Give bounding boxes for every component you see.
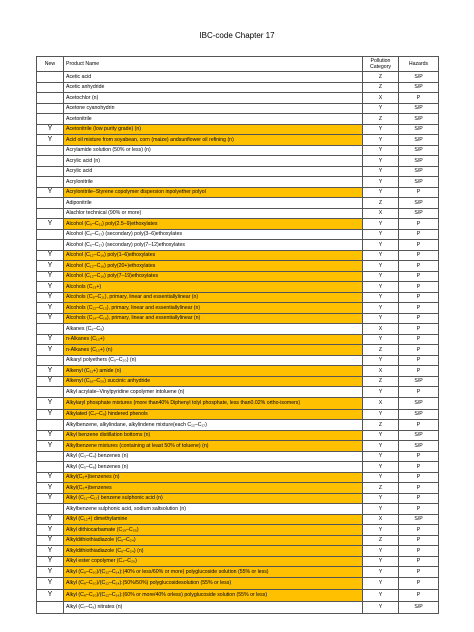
table-row [37,187,439,198]
pollution-category: Y [363,187,399,198]
table-row [37,229,439,240]
hazards: S/P [399,145,439,156]
product-name: Acetochlor (n) [64,93,363,104]
pollution-category: Y [363,462,399,473]
new-flag [37,355,64,366]
pollution-category: Z [363,535,399,546]
table-row [37,514,439,525]
hazards: S/P [399,135,439,146]
table-row [37,387,439,398]
pollution-category: Y [363,261,399,272]
product-name: Alcohol (C₁₂–C₁₆) poly(20+)ethoxylates [64,261,363,272]
new-flag: Y [37,589,64,601]
new-flag: Y [37,345,64,356]
new-flag: Y [37,187,64,198]
new-flag: Y [37,472,64,483]
hazards: S/P [399,198,439,209]
table-row [37,441,439,452]
table-body [37,72,439,614]
hazards: P [399,261,439,272]
header-hazards: Hazards [399,57,439,72]
pollution-category: Y [363,504,399,515]
table-row [37,366,439,377]
table-row [37,493,439,504]
hazards: S/P [399,124,439,135]
pollution-category: Y [363,282,399,293]
pollution-category: Y [363,250,399,261]
table-row [37,397,439,409]
pollution-category: Y [363,229,399,240]
product-name: Alkylbenzene sulphonic acid, sodium saltsolution (n) [64,504,363,515]
table-row [37,567,439,578]
table-row [37,525,439,536]
hazards: P [399,535,439,546]
chemical-table [36,56,439,614]
product-name: Acetic acid [64,72,363,83]
new-flag: Y [37,261,64,272]
pollution-category: Y [363,219,399,230]
table-row [37,271,439,282]
hazards: P [399,472,439,483]
table-row [37,324,439,335]
hazards: P [399,240,439,251]
product-name: Acetonitrile (low purity grade) (n) [64,124,363,135]
pollution-category: Y [363,441,399,452]
pollution-category: Y [363,292,399,303]
product-name: Alkyl(C₉+)benzenes (n) [64,472,363,483]
new-flag: Y [37,219,64,230]
hazards: P [399,589,439,601]
new-flag: Y [37,313,64,324]
pollution-category: Y [363,145,399,156]
product-name: Acrylamide solution (50% or less) (n) [64,145,363,156]
table-row [37,472,439,483]
product-name: n-Alkanes (C₁₀+) (n) [64,345,363,356]
product-name: Acetonitrile [64,114,363,125]
product-name: Alkenyl (C₁₆–C₂₀) succinic anhydride [64,376,363,387]
header-product-name: Product Name [64,57,363,72]
hazards: S/P [399,601,439,613]
product-name: Alkylaryl phosphate mixtures (more than40% Diphenyl tolyl phosphate, less than0.02% ortho-isomers) [64,397,363,409]
new-flag: Y [37,556,64,567]
hazards: S/P [399,177,439,188]
hazards: P [399,313,439,324]
hazards: P [399,451,439,462]
hazards: P [399,219,439,230]
hazards: P [399,229,439,240]
new-flag [37,82,64,93]
hazards: S/P [399,103,439,114]
hazards: P [399,556,439,567]
table-row [37,124,439,135]
hazards: P [399,282,439,293]
hazards: P [399,334,439,345]
product-name: Alcohols (C₁₄–C₁₈), primary, linear and essentiallylinear (n) [64,313,363,324]
header-pollution-category: Pollution Category [363,57,399,72]
table-row [37,93,439,104]
hazards: S/P [399,397,439,409]
new-flag: Y [37,376,64,387]
pollution-category: X [363,514,399,525]
product-name: Acetic anhydride [64,82,363,93]
hazards: S/P [399,82,439,93]
new-flag [37,156,64,167]
product-name: Alkylbenzene mixtures (containing at least 50% of toluene) (n) [64,441,363,452]
hazards: S/P [399,208,439,219]
table-row [37,261,439,272]
pollution-category: Y [363,546,399,557]
hazards: P [399,250,439,261]
pollution-category: Y [363,556,399,567]
hazards: P [399,93,439,104]
new-flag [37,601,64,613]
product-name: Acrylic acid [64,166,363,177]
table-row [37,156,439,167]
hazards: P [399,493,439,504]
table-row [37,282,439,293]
table-row [37,451,439,462]
header-new: New [37,57,64,72]
table-row [37,483,439,494]
new-flag [37,324,64,335]
product-name: Alachlor technical (90% or more) [64,208,363,219]
pollution-category: Y [363,303,399,314]
new-flag [37,420,64,431]
new-flag: Y [37,483,64,494]
table-row [37,504,439,515]
hazards: P [399,366,439,377]
new-flag [37,462,64,473]
table-row [37,546,439,557]
hazards: P [399,271,439,282]
table-row [37,420,439,431]
table-row [37,355,439,366]
product-name: Alkyl (C₈–C₁₀)/(C₁₂–C₁₄):(50%/50%) polyglucosidesolution (55% or less) [64,577,363,589]
new-flag: Y [37,430,64,441]
table-row [37,345,439,356]
table-row [37,376,439,387]
product-name: Acrylonitrile–Styrene copolymer dispersion inpolyether polyol [64,187,363,198]
product-name: Acrylonitrile [64,177,363,188]
table-row [37,208,439,219]
pollution-category: Y [363,135,399,146]
hazards: P [399,355,439,366]
table-row [37,103,439,114]
product-name: Alkaryl polyethers (C₉–C₂₀) (n) [64,355,363,366]
pollution-category: Y [363,355,399,366]
new-flag [37,166,64,177]
table-row [37,577,439,589]
table-row [37,240,439,251]
table-row [37,135,439,146]
product-name: Acetone cyanohydrin [64,103,363,114]
hazards: P [399,387,439,398]
hazards: P [399,525,439,536]
new-flag [37,504,64,515]
pollution-category: Y [363,124,399,135]
new-flag: Y [37,567,64,578]
pollution-category: Y [363,313,399,324]
new-flag: Y [37,135,64,146]
hazards: S/P [399,166,439,177]
table-row [37,556,439,567]
table-row [37,198,439,209]
pollution-category: Y [363,430,399,441]
pollution-category: Y [363,271,399,282]
pollution-category: Z [363,82,399,93]
hazards: P [399,345,439,356]
new-flag [37,451,64,462]
hazards: S/P [399,430,439,441]
pollution-category: Y [363,409,399,420]
new-flag: Y [37,493,64,504]
pollution-category: Z [363,376,399,387]
product-name: Alcohol (C₆–C₁₇) (secondary) poly(7–12)ethoxylates [64,240,363,251]
new-flag [37,72,64,83]
table-row [37,601,439,613]
pollution-category: Y [363,589,399,601]
product-name: Alkenyl (C₁₁+) amide (n) [64,366,363,377]
hazards: P [399,567,439,578]
hazards: P [399,420,439,431]
new-flag [37,177,64,188]
product-name: n-Alkanes (C₁₀+) [64,334,363,345]
new-flag [37,387,64,398]
table-row [37,409,439,420]
product-name: Alcohol (C₁₂–C₁₆) poly(7–19)ethoxylates [64,271,363,282]
new-flag: Y [37,514,64,525]
new-flag: Y [37,282,64,293]
hazards: P [399,187,439,198]
table-row [37,82,439,93]
pollution-category: Y [363,525,399,536]
hazards: P [399,303,439,314]
product-name: Alkyl (C₇–C₉) nitrates (n) [64,601,363,613]
hazards: S/P [399,114,439,125]
hazards: P [399,292,439,303]
table-row [37,462,439,473]
pollution-category: Y [363,493,399,504]
hazards: S/P [399,441,439,452]
new-flag: Y [37,441,64,452]
product-name: Alcohol (C₁₂–C₁₆) poly(1–6)ethoxylates [64,250,363,261]
new-flag: Y [37,525,64,536]
hazards: S/P [399,156,439,167]
pollution-category: Y [363,334,399,345]
pollution-category: Y [363,103,399,114]
product-name: Acid oil mixture from soyabean, corn (maize) andsunflower oil refining (n) [64,135,363,146]
page-title: IBC-code Chapter 17 [199,31,275,40]
table-row [37,589,439,601]
pollution-category: Z [363,420,399,431]
product-name: Alkyldithiothiadiazole (C₆–C₂₄) [64,535,363,546]
hazards: S/P [399,72,439,83]
new-flag: Y [37,409,64,420]
product-name: Alkyldithiothiadiazole (C₆–C₂₄) (n) [64,546,363,557]
table-row [37,292,439,303]
pollution-category: Y [363,156,399,167]
new-flag: Y [37,292,64,303]
pollution-category: Y [363,166,399,177]
product-name: Alkyl ester copolymer (C₄–C₂₀) [64,556,363,567]
new-flag: Y [37,366,64,377]
new-flag [37,145,64,156]
table-row [37,334,439,345]
new-flag [37,103,64,114]
table-row [37,250,439,261]
hazards: P [399,577,439,589]
new-flag [37,229,64,240]
pollution-category: X [363,93,399,104]
product-name: Adiponitrile [64,198,363,209]
hazards: S/P [399,514,439,525]
hazards: S/P [399,409,439,420]
product-name: Alkyl(C₉+)benzenes [64,483,363,494]
product-name: Alkanes (C₆–C₉) [64,324,363,335]
new-flag: Y [37,271,64,282]
pollution-category: X [363,208,399,219]
pollution-category: Y [363,451,399,462]
new-flag [37,240,64,251]
pollution-category: X [363,366,399,377]
product-name: Alkyl acrylate–Vinylpyridine copolymer intoluene (n) [64,387,363,398]
pollution-category: Y [363,472,399,483]
product-name: Alkylbenzene, alkylindane, alkylindene mixture(each C₁₂–C₁₇) [64,420,363,431]
new-flag: Y [37,397,64,409]
hazards: S/P [399,376,439,387]
product-name: Alkyl (C₈–C₁₀)/(C₁₂–C₁₄):(60% or more/40% orless) polyglucoside solution (55% or less) [64,589,363,601]
pollution-category: Y [363,577,399,589]
pollution-category: Z [363,345,399,356]
pollution-category: Y [363,177,399,188]
product-name: Alkyl (C₃–C₄) benzenes (n) [64,451,363,462]
table-row [37,114,439,125]
new-flag: Y [37,334,64,345]
hazards: P [399,462,439,473]
pollution-category: Y [363,240,399,251]
table-row [37,535,439,546]
new-flag [37,208,64,219]
table-row [37,430,439,441]
new-flag: Y [37,535,64,546]
pollution-category: Z [363,72,399,83]
product-name: Alkylated (C₄–C₉) hindered phenols [64,409,363,420]
product-name: Alkyl dithiocarbamate (C₁₉–C₃₅) [64,525,363,536]
product-name: Alkyl (C₁₁–C₁₇) benzene sulphonic acid (n) [64,493,363,504]
product-name: Acrylic acid (n) [64,156,363,167]
product-name: Alkyl (C₁₂+) dimethylamine [64,514,363,525]
product-name: Alcohols (C₁₂–C₁₃), primary, linear and essentiallylinear (n) [64,303,363,314]
new-flag [37,198,64,209]
new-flag: Y [37,124,64,135]
table-row [37,219,439,230]
hazards: P [399,504,439,515]
pollution-category: Y [363,387,399,398]
new-flag [37,114,64,125]
table-row [37,303,439,314]
hazards: P [399,546,439,557]
pollution-category: Z [363,114,399,125]
new-flag [37,93,64,104]
pollution-category: Y [363,601,399,613]
pollution-category: Y [363,567,399,578]
product-name: Alcohol (C₉–C₁₁) poly(2.5–9)ethoxylates [64,219,363,230]
table-row [37,72,439,83]
product-name: Alcohol (C₆–C₁₇) (secondary) poly(3–6)ethoxylates [64,229,363,240]
product-name: Alkyl (C₈–C₁₀)/(C₁₂–C₁₄):(40% or less/60% or more) polyglucoside solution (55% or less) [64,567,363,578]
product-name: Alcohols (C₈–C₁₁), primary, linear and essentiallylinear (n) [64,292,363,303]
hazards: P [399,324,439,335]
hazards: P [399,483,439,494]
new-flag: Y [37,250,64,261]
new-flag: Y [37,303,64,314]
table-header-row [37,57,439,72]
table-row [37,313,439,324]
pollution-category: X [363,397,399,409]
pollution-category: X [363,324,399,335]
product-name: Alkyl (C₅–C₈) benzenes (n) [64,462,363,473]
product-name: Alkyl benzene distillation bottoms (n) [64,430,363,441]
product-name: Alcohols (C₁₃+) [64,282,363,293]
pollution-category: Z [363,483,399,494]
table-row [37,177,439,188]
table-row [37,145,439,156]
new-flag: Y [37,546,64,557]
table-row [37,166,439,177]
pollution-category: Z [363,198,399,209]
new-flag: Y [37,577,64,589]
